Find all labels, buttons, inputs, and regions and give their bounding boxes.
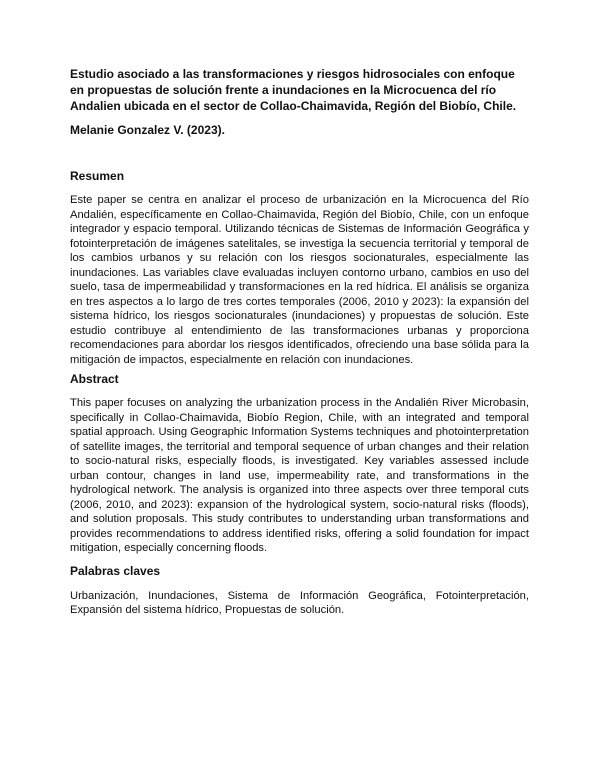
resumen-paragraph: Este paper se centra en analizar el proceso de urbanización en la Microcuenca del Río Andalién, específicamente en Collao-Chaimavida, Región del Biobío, Chile, con un enfoque integrador y espacio temporal. Utilizando técnicas de Sistemas de Información Geográfica y fotointerpretación de imágenes satelitales, se investiga la secuencia territorial y temporal de los cambios urbanos y su relación con los riesgos socionaturales, especialmente las inundaciones. Las variables clave evaluadas incluyen contorno urbano, cambios en uso del suelo, tasa de impermeabilidad y transformaciones en la red hídrica. El análisis se organiza en tres aspectos a lo largo de tres cortes temporales (2006, 2010 y 2023): la expansión del sistema hídrico, los riesgos socionaturales (inundaciones) y propuestas de solución. Este estudio contribuye al entendimiento de las transformaciones urbanas y proporciona recomendaciones para abordar los riesgos identificados, ofreciendo una base sólida para la mitigación de impactos, especialmente en relación con inundaciones. bbox=[70, 194, 529, 366]
document-page bbox=[70, 66, 529, 618]
abstract-heading: Abstract bbox=[70, 372, 119, 386]
author-line: Melanie Gonzalez V. (2023). bbox=[70, 123, 225, 137]
abstract-paragraph: This paper focuses on analyzing the urbanization process in the Andalién River Microbasin, specifically in Collao-Chaimavida, Biobío Region, Chile, with an integrated and temporal spatial approach. Using Geographic Information Systems techniques and photointerpretation of satellite images, the territorial and temporal sequence of urban changes and their relation to socio-natural risks, especially floods, is investigated. Key variables assessed include urban contour, changes in land use, impermeability rate, and transformations in the hydrological network. The analysis is organized into three aspects over three temporal cuts (2006, 2010, and 2023): expansion of the hydrological system, socio-natural risks (floods), and solution proposals. This study contributes to understanding urban transformations and provides recommendations to address identified risks, offering a solid foundation for impact mitigation, especially concerning floods. bbox=[70, 397, 529, 554]
resumen-heading: Resumen bbox=[70, 169, 125, 183]
keywords-paragraph: Urbanización, Inundaciones, Sistema de Información Geográfica, Fotointerpretación, Expansión del sistema hídrico, Propuestas de solución. bbox=[70, 589, 529, 616]
keywords-heading: Palabras claves bbox=[70, 563, 161, 578]
paper-title: Estudio asociado a las transformaciones y riesgos hidrosociales con enfoque en propuestas de solución frente a inundaciones en la Microcuenca del río Andalien ubicada en el sector de Collao-Chaimavida, Región del Biobío, Chile. bbox=[70, 67, 517, 113]
